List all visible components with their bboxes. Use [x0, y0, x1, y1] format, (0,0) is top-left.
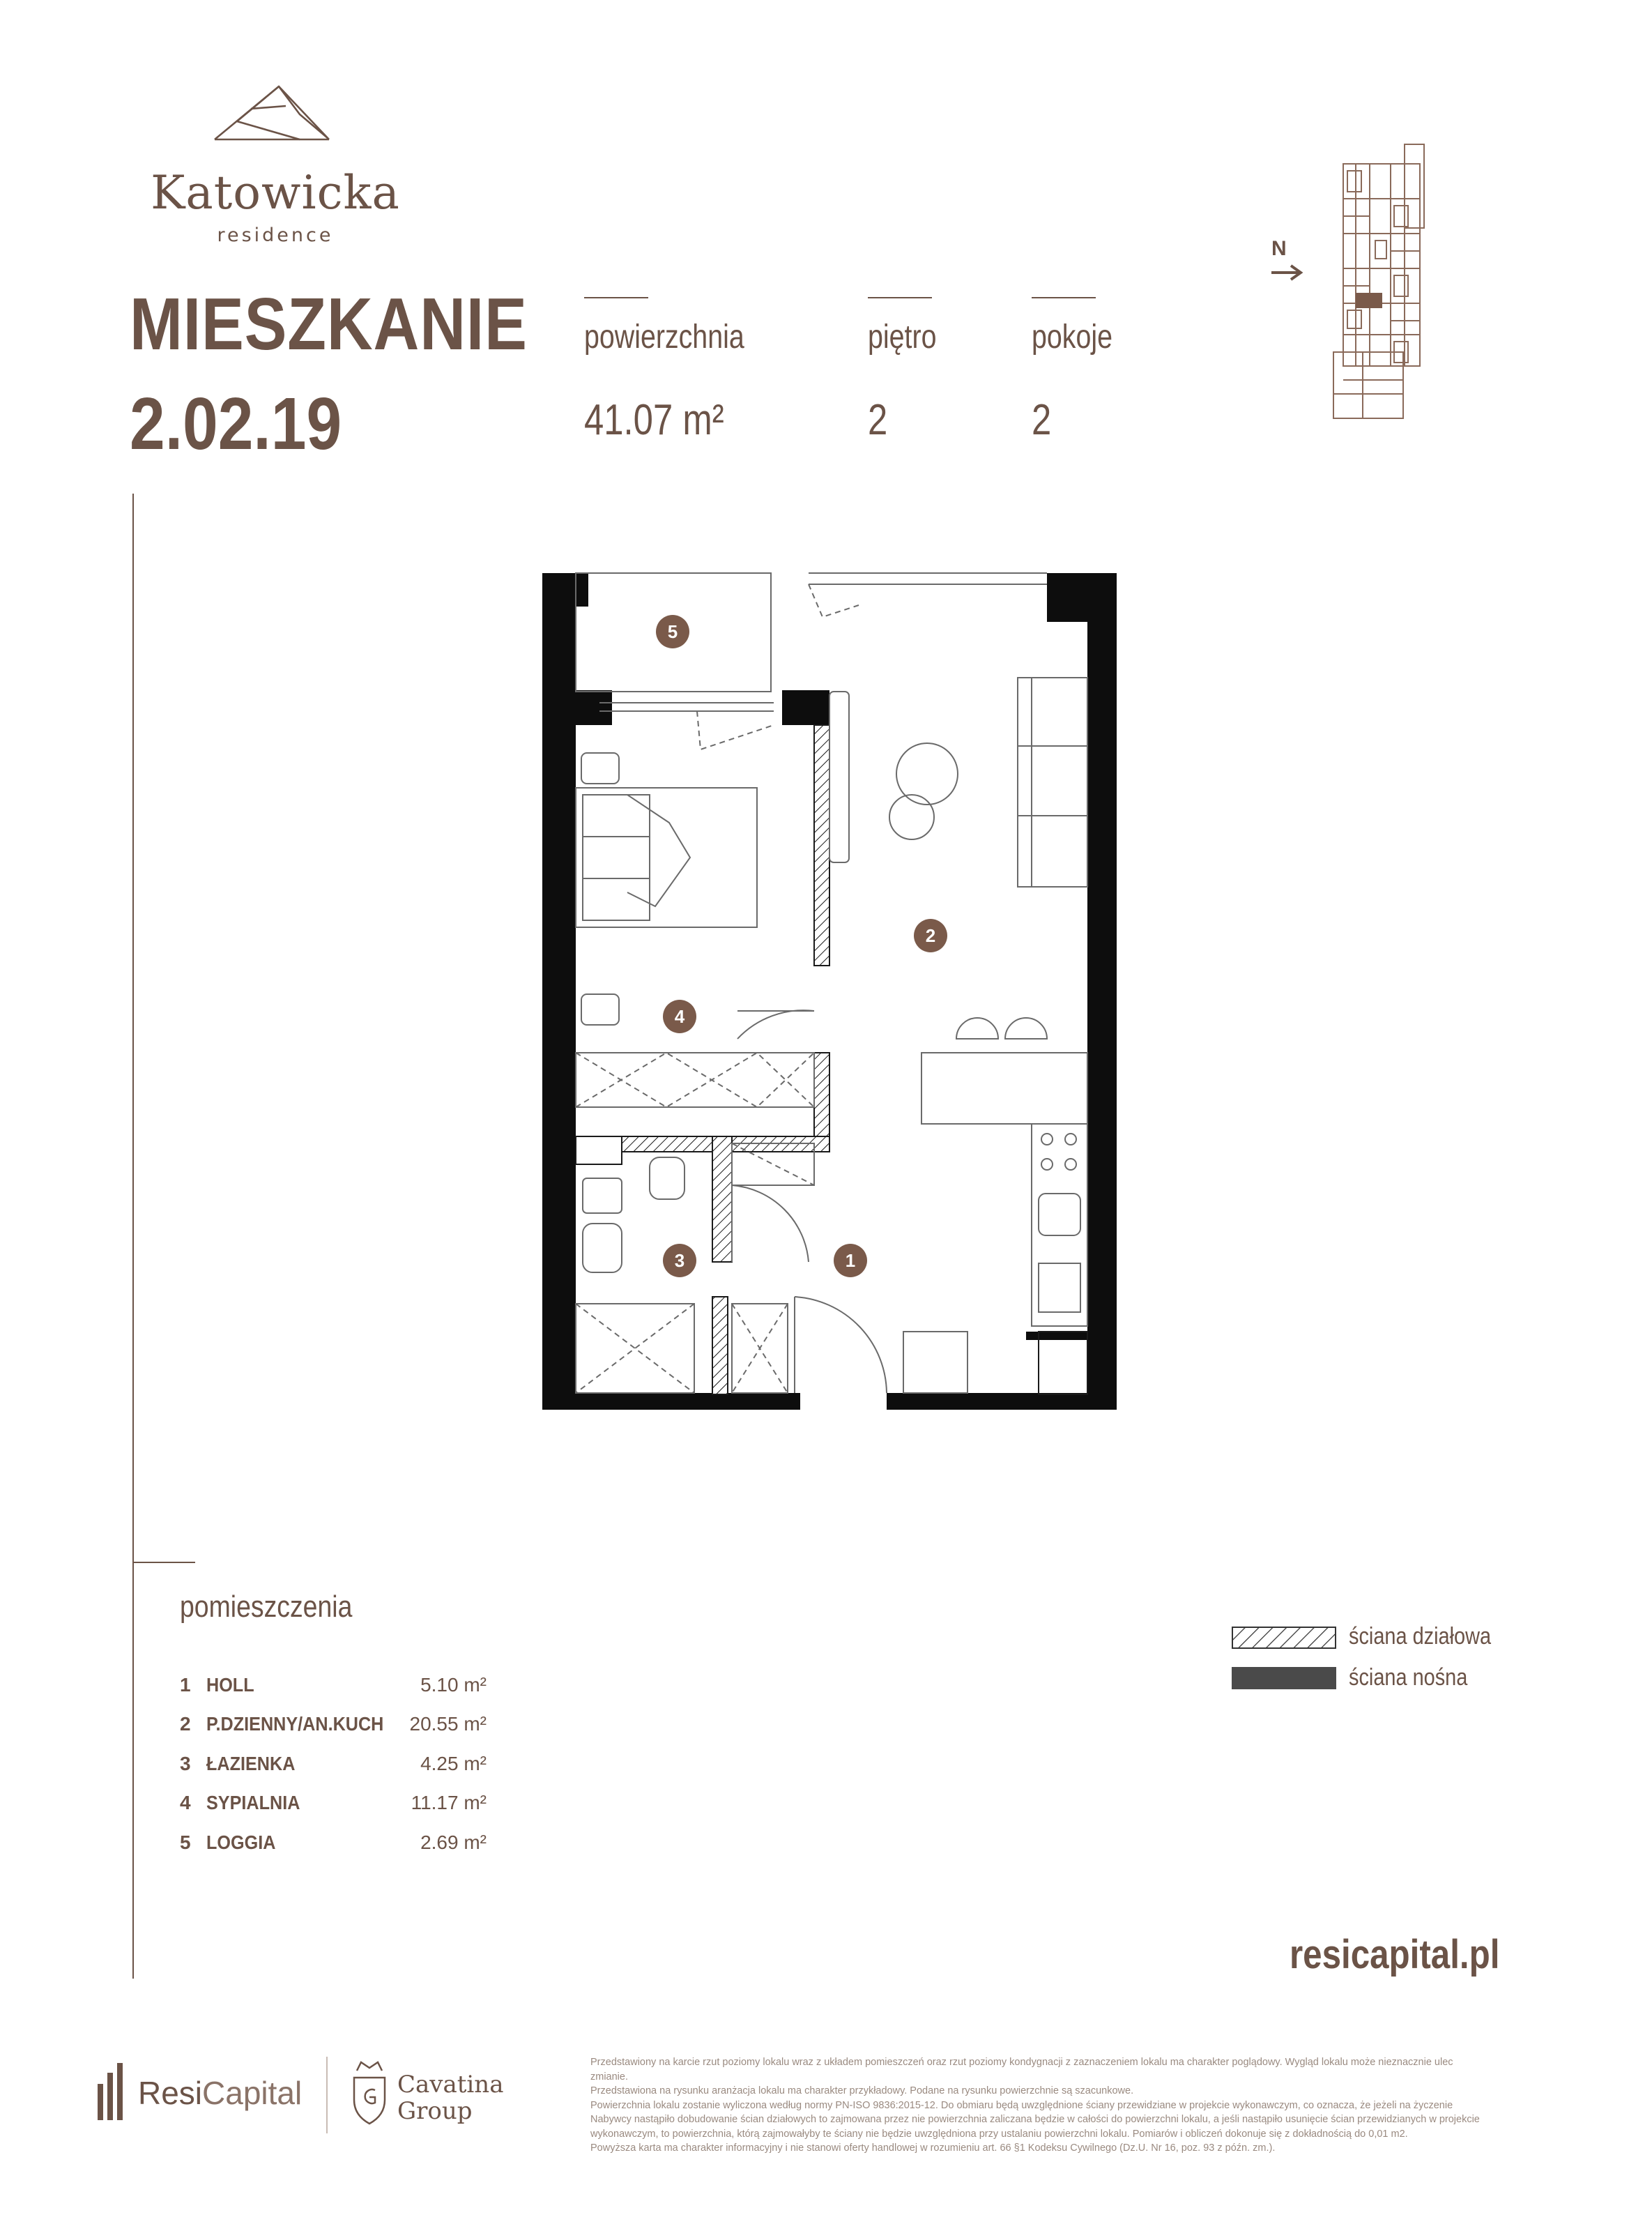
room-number: 1 — [180, 1674, 191, 1696]
apartment-label: MIESZKANIE — [130, 283, 528, 365]
room-area: 4.25 m² — [420, 1753, 487, 1774]
room-number: 4 — [180, 1792, 191, 1813]
rooms-title: pomieszczenia — [180, 1590, 353, 1624]
building-key-plan — [1328, 143, 1425, 422]
stat-label-floor: piętro — [868, 319, 937, 356]
compass-letter: N — [1271, 237, 1287, 260]
cavatina-name-b: Group — [397, 2097, 473, 2125]
room-name: LOGGIA — [206, 1832, 276, 1853]
brand-logo — [209, 78, 335, 142]
room-area: 11.17 m² — [411, 1792, 487, 1813]
mountain-logo-icon — [209, 78, 335, 142]
arrow-right-icon — [1270, 262, 1305, 283]
disclaimer-line: Przedstawiony na karcie rzut poziomy lokalu wraz z układem pomieszczeń oraz rzut poziomy kondygnacji z zaznaczeniem lokalu ma charakter poglądowy. Wygląd lokalu może nieznacznie ulec zmianie. — [590, 2057, 1453, 2082]
disclaimer-line: Powyższa karta ma charakter informacyjny i nie stanowi oferty handlowej w rozumieniu art. 66 §1 Kodeksu Cywilnego (Dz.U. Nr 16, poz. 93 z późn. zm.). — [590, 2142, 1276, 2154]
room-marker-1: 1 — [845, 1250, 856, 1271]
footer-divider — [326, 2057, 328, 2133]
legend-swatch-hatched — [1232, 1627, 1336, 1649]
room-marker-5: 5 — [667, 621, 678, 642]
room-name: HOLL — [206, 1674, 254, 1696]
room-name: P.DZIENNY/AN.KUCH — [206, 1713, 384, 1735]
brand-name: Katowicka — [151, 166, 400, 220]
room-marker-4: 4 — [674, 1006, 685, 1027]
compass — [1270, 237, 1312, 293]
legend-swatch-solid — [1232, 1667, 1336, 1689]
stat-label-area: powierzchnia — [584, 319, 744, 356]
room-row — [180, 1753, 487, 1781]
cavatina-name-a: Cavatina — [397, 2071, 504, 2099]
legend-label-bearing: ściana nośna — [1349, 1664, 1468, 1691]
room-row — [180, 1674, 487, 1702]
legend-label-partition: ściana działowa — [1349, 1623, 1492, 1650]
room-marker-3: 3 — [674, 1250, 685, 1271]
stat-rule-floor — [868, 297, 932, 298]
room-area: 5.10 m² — [420, 1674, 487, 1696]
left-rule — [132, 494, 134, 1979]
room-number: 3 — [180, 1753, 191, 1774]
resicapital-logo — [96, 2060, 319, 2123]
room-row — [180, 1832, 487, 1859]
resicapital-name-b: Capital — [202, 2075, 303, 2111]
resicapital-name-a: Resi — [138, 2075, 203, 2111]
stat-value-area: 41.07 m² — [584, 396, 724, 444]
room-number: 5 — [180, 1832, 191, 1853]
rooms-rule — [132, 1562, 195, 1563]
brand-subtitle: residence — [217, 224, 334, 246]
fixtures — [576, 573, 1087, 1393]
stat-rule-area — [584, 297, 648, 298]
disclaimer-line: Przedstawiona na rysunku aranżacja lokalu ma charakter przykładowy. Podane na rysunku powierzchnie są szacunkowe. — [590, 2085, 1134, 2096]
room-number: 2 — [180, 1713, 191, 1735]
stat-label-rooms: pokoje — [1032, 319, 1112, 356]
disclaimer-line: Powierzchnia lokalu zostanie wyliczona według normy PN-ISO 9836:2015-12. Do obmiaru będą uwzględnione ściany przewidziane w projekcie wykonawczym, co oznacza, że jeżeli na życzenie Nabywcy nastąpiło dobudowanie ścian działowych to zajmowana przez nie powierzchnia zaliczana będzie w całości do powierzchni lokalu, a jeśli nastąpiło usunięcie ścian przewidzianych w projekcie wykonawczym, to powierzchnia, którą zajmowałyby te ściany nie będzie uwzględniona przy ustalaniu powierzchni lokalu. Pomiarów i obliczeń dokonuje się z dokładnością do 0,01 m2. — [590, 2099, 1480, 2140]
crest-icon — [349, 2057, 390, 2126]
room-marker-2: 2 — [925, 925, 936, 946]
cavatina-logo — [349, 2057, 509, 2133]
floor-plan — [530, 565, 1129, 1422]
room-row — [180, 1792, 487, 1820]
room-name: ŁAZIENKA — [206, 1753, 296, 1774]
room-name: SYPIALNIA — [206, 1792, 300, 1813]
partition-walls — [576, 725, 1087, 1394]
room-area: 2.69 m² — [420, 1832, 487, 1853]
room-area: 20.55 m² — [409, 1713, 487, 1735]
stat-value-rooms: 2 — [1032, 396, 1052, 444]
website-link[interactable]: resicapital.pl — [1290, 1932, 1500, 1977]
stat-value-floor: 2 — [868, 396, 888, 444]
resicapital-bars-icon — [96, 2060, 130, 2123]
disclaimer — [590, 2055, 1490, 2156]
apartment-number: 2.02.19 — [130, 383, 342, 465]
stat-rule-rooms — [1032, 297, 1096, 298]
room-row — [180, 1713, 487, 1741]
